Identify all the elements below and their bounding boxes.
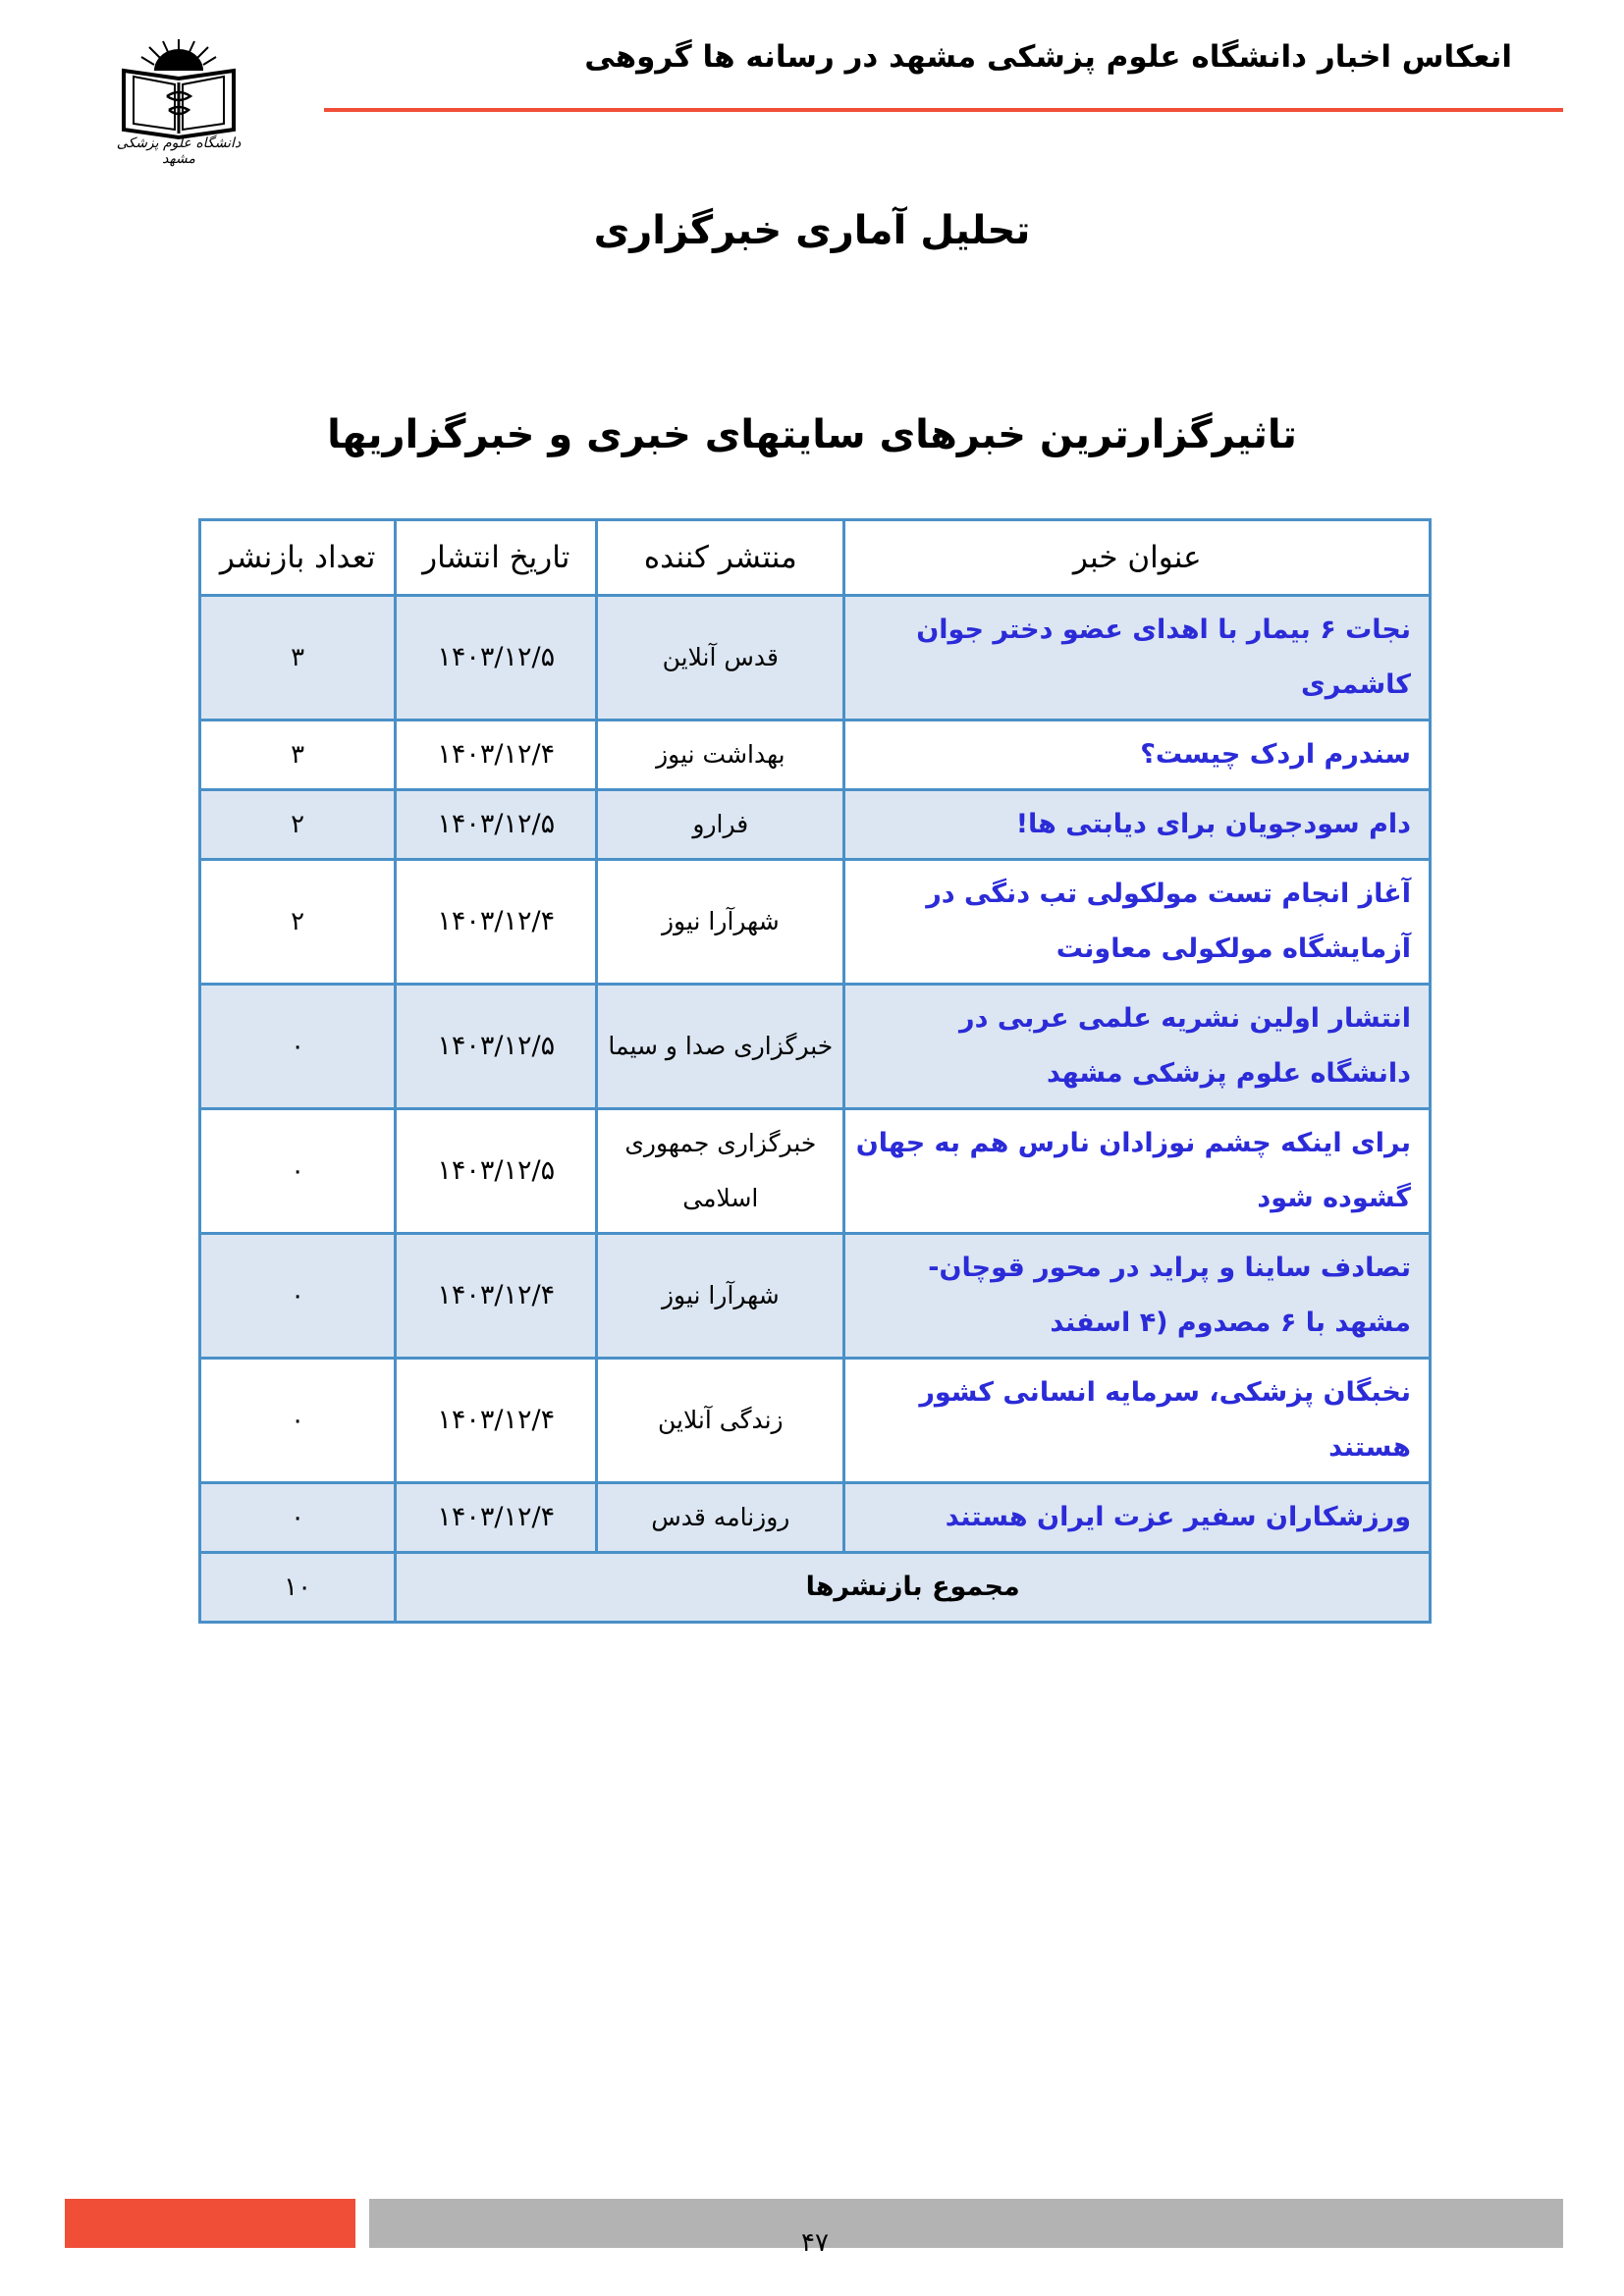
publisher-cell: زندگی آنلاین — [597, 1359, 844, 1483]
news-table — [198, 518, 1432, 1624]
count-cell: ۲ — [200, 860, 396, 985]
publisher-cell: فرارو — [597, 790, 844, 860]
date-cell: ۱۴۰۳/۱۲/۴ — [396, 1483, 597, 1553]
table-row — [200, 1109, 1431, 1234]
publisher-cell: روزنامه قدس — [597, 1483, 844, 1553]
date-cell: ۱۴۰۳/۱۲/۴ — [396, 1234, 597, 1359]
header-title: انعکاس اخبار دانشگاه علوم پزشکی مشهد در رسانه ها گروهی — [584, 39, 1512, 75]
table-row — [200, 1234, 1431, 1359]
date-cell: ۱۴۰۳/۱۲/۴ — [396, 860, 597, 985]
news-title-link[interactable]: انتشار اولین نشریه علمی عربی در دانشگاه علوم پزشکی مشهد — [844, 985, 1431, 1109]
date-cell: ۱۴۰۳/۱۲/۴ — [396, 721, 597, 790]
footer-gray-bar — [369, 2199, 1563, 2248]
date-cell: ۱۴۰۳/۱۲/۵ — [396, 1109, 597, 1234]
table-row — [200, 1483, 1431, 1553]
header-rule — [324, 108, 1563, 112]
footer-red-bar — [65, 2199, 355, 2248]
news-title-link[interactable]: نخبگان پزشکی، سرمایه انسانی کشور هستند — [844, 1359, 1431, 1483]
news-title-link[interactable]: سندرم اردک چیست؟ — [844, 721, 1431, 790]
total-row — [200, 1553, 1431, 1623]
publisher-cell: خبرگزاری جمهوری اسلامی — [597, 1109, 844, 1234]
date-cell: ۱۴۰۳/۱۲/۴ — [396, 1359, 597, 1483]
header-publisher-col: منتشر کننده — [597, 520, 844, 596]
header-count-col: تعداد بازنشر — [200, 520, 396, 596]
count-cell: ۲ — [200, 790, 396, 860]
date-cell: ۱۴۰۳/۱۲/۵ — [396, 790, 597, 860]
publisher-cell: بهداشت نیوز — [597, 721, 844, 790]
count-cell: ۳ — [200, 721, 396, 790]
publisher-cell: خبرگزاری صدا و سیما — [597, 985, 844, 1109]
news-title-link[interactable]: تصادف ساینا و پراید در محور قوچان- مشهد با ۶ مصدوم (۴ اسفند — [844, 1234, 1431, 1359]
table-header-row — [200, 520, 1431, 596]
date-cell: ۱۴۰۳/۱۲/۵ — [396, 985, 597, 1109]
news-title-link[interactable]: برای اینکه چشم نوزادان نارس هم به جهان گشوده شود — [844, 1109, 1431, 1234]
table-row — [200, 596, 1431, 721]
count-cell: ۰ — [200, 1359, 396, 1483]
page-number: ۴۷ — [801, 2228, 829, 2258]
count-cell: ۰ — [200, 985, 396, 1109]
count-cell: ۰ — [200, 1483, 396, 1553]
table-row — [200, 1359, 1431, 1483]
total-value: ۱۰ — [200, 1553, 396, 1623]
publisher-cell: شهرآرا نیوز — [597, 860, 844, 985]
news-title-link[interactable]: دام سودجویان برای دیابتی ها! — [844, 790, 1431, 860]
count-cell: ۰ — [200, 1234, 396, 1359]
table-row — [200, 985, 1431, 1109]
count-cell: ۳ — [200, 596, 396, 721]
date-cell: ۱۴۰۳/۱۲/۵ — [396, 596, 597, 721]
logo-caption: دانشگاه علوم پزشکی مشهد — [116, 135, 242, 167]
header-date-col: تاریخ انتشار — [396, 520, 597, 596]
table-row — [200, 860, 1431, 985]
table-row — [200, 721, 1431, 790]
section-title: تاثیرگزارترین خبرهای سایتهای خبری و خبرگزاریها — [327, 412, 1297, 457]
total-label: مجموع بازنشرها — [396, 1553, 1431, 1623]
table-row — [200, 790, 1431, 860]
header-title-col: عنوان خبر — [844, 520, 1431, 596]
news-title-link[interactable]: ورزشکاران سفیر عزت ایران هستند — [844, 1483, 1431, 1553]
news-title-link[interactable]: نجات ۶ بیمار با اهدای عضو دختر جوان کاشمری — [844, 596, 1431, 721]
page-title: تحلیل آماری خبرگزاری — [593, 208, 1031, 253]
count-cell: ۰ — [200, 1109, 396, 1234]
news-title-link[interactable]: آغاز انجام تست مولکولی تب دنگی در آزمایشگاه مولکولی معاونت — [844, 860, 1431, 985]
publisher-cell: شهرآرا نیوز — [597, 1234, 844, 1359]
publisher-cell: قدس آنلاین — [597, 596, 844, 721]
